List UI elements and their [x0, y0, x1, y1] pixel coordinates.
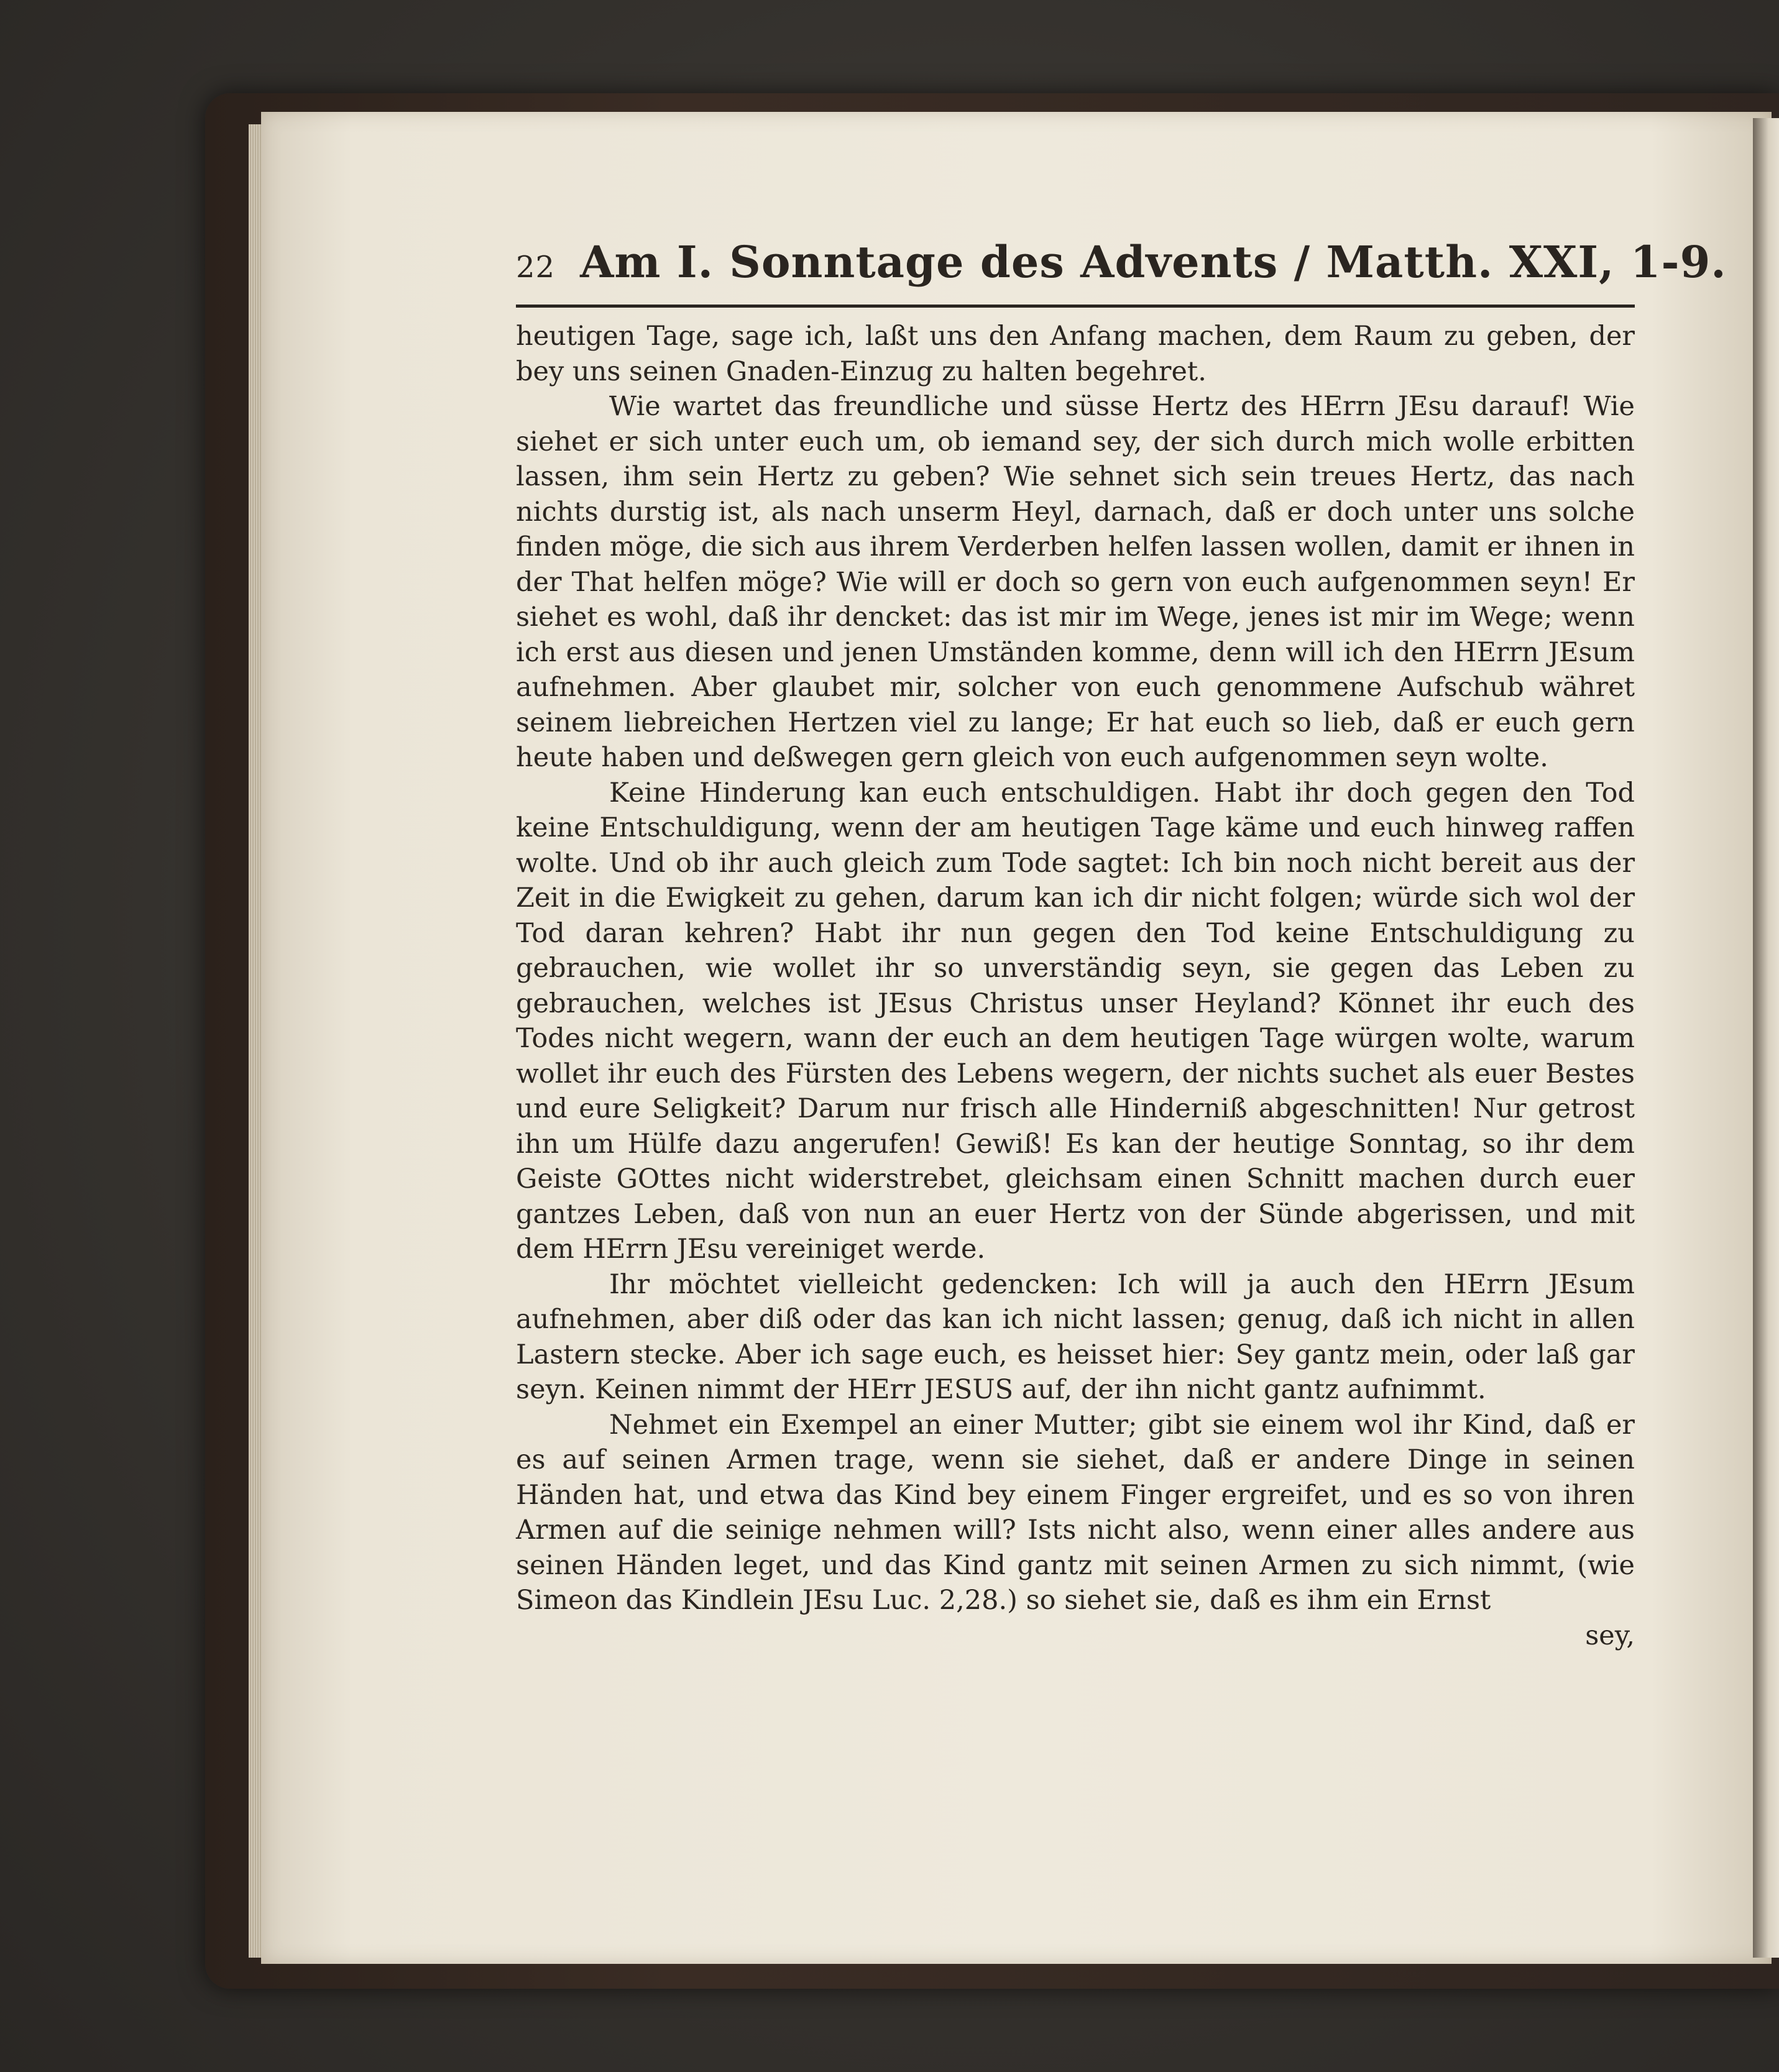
body-text [516, 319, 1635, 1618]
next-page-edge [1753, 118, 1779, 1958]
header-title: Am I. Sonntage des Advents / Matth. XXI, 1-9. [580, 236, 1727, 288]
paragraph-2: Wie wartet das freundliche und süsse Hertz des HErrn JEsu darauf! Wie siehet er sich unter euch um, ob iemand sey, der sich durch mich wolle erbitten lassen, ihm sein Hertz zu geben? Wie sehnet sich sein treues Hertz, das nach nichts durstig ist, als nach unserm Heyl, darnach, daß er doch unter uns solche finden möge, die sich aus ihrem Verderben helfen lassen wollen, damit er ihnen in der That helfen möge? Wie will er doch so gern von euch aufgenommen seyn! Er siehet es wohl, daß ihr dencket: das ist mir im Wege, jenes ist mir im Wege; wenn ich erst aus diesen und jenen Umständen komme, denn will ich den HErrn JEsum aufnehmen. Aber glaubet mir, solcher von euch genommene Aufschub währet seinem liebreichen Hertzen viel zu lange; Er hat euch so lieb, daß er euch gern heute haben und deßwegen gern gleich von euch aufgenommen seyn wolte. [516, 391, 1635, 773]
paragraph-5: Nehmet ein Exempel an einer Mutter; gibt sie einem wol ihr Kind, daß er es auf seinen Armen trage, wenn sie siehet, daß er andere Dinge in seinen Händen hat, und etwa das Kind bey einem Finger ergreifet, und es so von ihren Armen auf die seinige nehmen will? Ists nicht also, wenn einer alles andere aus seinen Händen leget, und das Kind gantz mit seinen Armen zu sich nimmt, (wie Simeon das Kindlein JEsu Luc. 2,28.) so siehet sie, daß es ihm ein Ernst [516, 1409, 1635, 1616]
paragraph-4: Ihr möchtet vielleicht gedencken: Ich will ja auch den HErrn JEsum aufnehmen, aber diß oder das kan ich nicht lassen; genug, daß ich nicht in allen Lastern stecke. Aber ich sage euch, es heisset hier: Sey gantz mein, oder laß gar seyn. Keinen nimmt der HErr JESUS auf, der ihn nicht gantz aufnimmt. [516, 1268, 1635, 1405]
paragraph-1: heutigen Tage, sage ich, laßt uns den Anfang machen, dem Raum zu geben, der bey uns seinen Gnaden-Einzug zu halten begehret. [516, 321, 1635, 387]
paragraph-3: Keine Hinderung kan euch entschuldigen. Habt ihr doch gegen den Tod keine Entschuldigung, wenn der am heutigen Tage käme und euch hinweg raffen wolte. Und ob ihr auch gleich zum Tode sagtet: Ich bin noch nicht bereit aus der Zeit in die Ewigkeit zu gehen, darum kan ich dir nicht folgen; würde sich wol der Tod daran kehren? Habt ihr nun gegen den Tod keine Entschuldigung zu gebrauchen, wie wollet ihr so unverständig seyn, sie gegen das Leben zu gebrauchen, welches ist JEsus Christus unser Heyland? Könnet ihr euch des Todes nicht wegern, wann der euch an dem heutigen Tage würgen wolte, warum wollet ihr euch des Fürsten des Lebens wegern, der nichts suchet als euer Bestes und eure Seligkeit? Darum nur frisch alle Hinderniß abgeschnitten! Nur getrost ihn um Hülfe dazu angerufen! Gewiß! Es kan der heutige Sonntag, so ihr dem Geiste GOttes nicht widerstrebet, gleichsam einen Schnitt machen durch euer gantzes Leben, daß von nun an euer Hertz von der Sünde abgerissen, und mit dem HErrn JEsu vereiniget werde. [516, 777, 1635, 1265]
page-number: 22 [516, 250, 556, 285]
running-header [516, 236, 1727, 305]
catchword: sey, [1585, 1620, 1635, 1651]
header-rule [516, 305, 1635, 308]
page-content [516, 236, 1727, 1653]
